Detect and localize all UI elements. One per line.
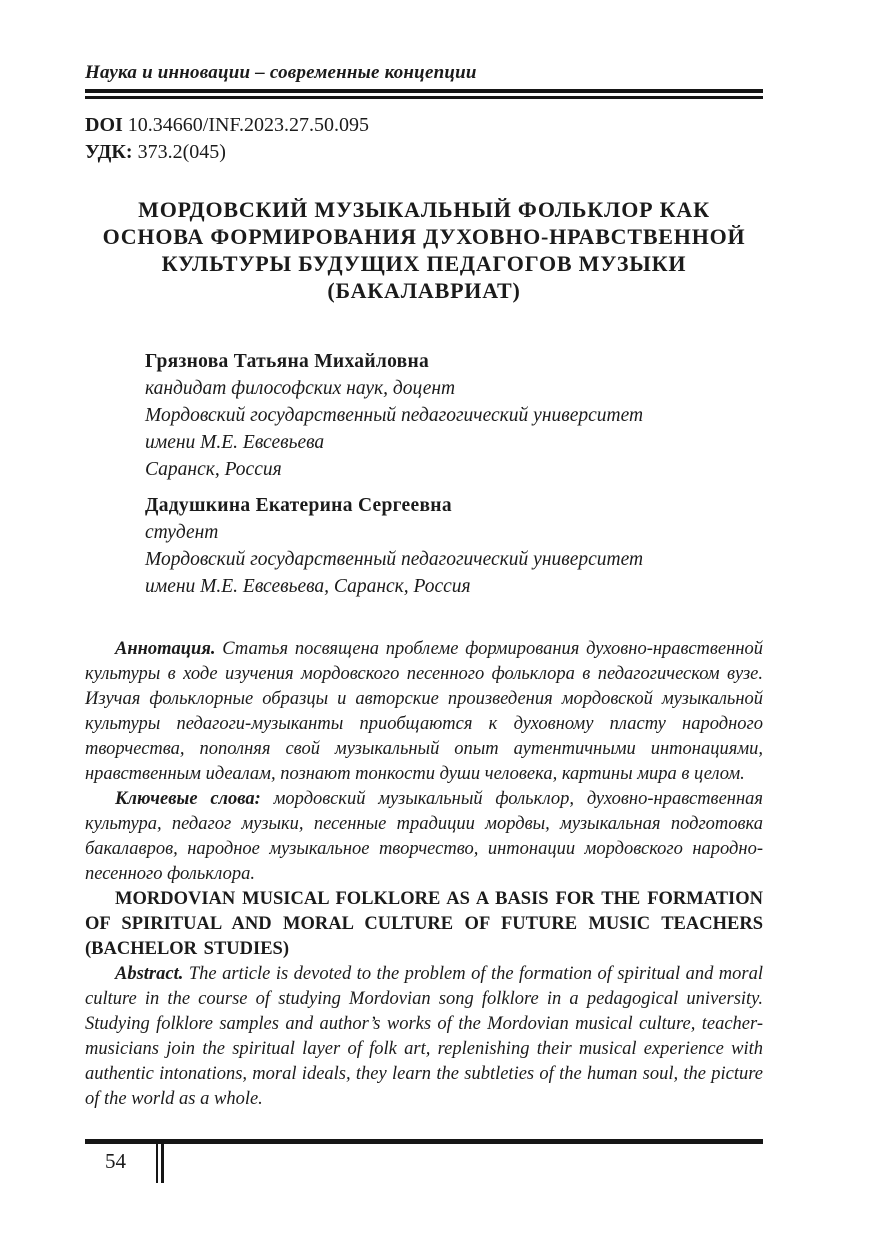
keywords-label: Ключевые слова: xyxy=(115,789,261,809)
udk-line xyxy=(85,139,763,166)
abstract-text: The article is devoted to the problem of the formation of spiritual and moral culture in the course of studying Mordovian song folklore in a pedagogical university. Studying folklore samples and author’s works of the Mordovian musical culture, teacher-musicians join the spiritual layer of folk art, replenishing their musical experience with authentic intonations, moral ideals, they learn the subtleties of the human soul, the picture of the world as a whole. xyxy=(85,964,763,1109)
author-location: Саранск, Россия xyxy=(145,459,282,480)
author-degree: студент xyxy=(145,522,219,543)
article-title-en: MORDOVIAN MUSICAL FOLKLORE AS A BASIS FOR THE FORMATION OF SPIRITUAL AND MORAL CULTURE OF FUTURE MUSIC TEACHERS (BACHELOR STUDIES) xyxy=(85,889,763,959)
abstract-paragraph xyxy=(85,962,763,1112)
keywords-text: мордовский музыкальный фольклор, духовно-нравственная культура, педагог музыки, песенные традиции мордвы, музыкальная подготовка бакалавров, народное музыкальное творчество, интонации мордовского народно-песенного фольклора. xyxy=(85,789,763,884)
abstract-label: Abstract. xyxy=(115,964,184,984)
udk-value: 373.2(045) xyxy=(137,141,226,163)
footer-rule xyxy=(85,1139,763,1144)
author-affiliation-line: Мордовский государственный педагогический университет xyxy=(145,549,644,570)
annotation-paragraph xyxy=(85,637,763,787)
author-name: Дадушкина Екатерина Сергеевна xyxy=(145,495,452,516)
author-location: имени М.Е. Евсевьева, Саранск, Россия xyxy=(145,576,471,597)
author-degree: кандидат философских наук, доцент xyxy=(145,378,456,399)
doi-line xyxy=(85,112,763,139)
running-head: Наука и инновации – современные концепции xyxy=(85,62,477,83)
article-title-ru: МОРДОВСКИЙ МУЗЫКАЛЬНЫЙ ФОЛЬКЛОР КАК ОСНОВА ФОРМИРОВАНИЯ ДУХОВНО-НРАВСТВЕННОЙ КУЛЬТУРЫ БУДУЩИХ ПЕДАГОГОВ МУЗЫКИ (БАКАЛАВРИАТ) xyxy=(102,197,746,303)
udk-label: УДК: xyxy=(85,141,133,163)
header-double-rule xyxy=(85,89,763,99)
keywords-paragraph xyxy=(85,787,763,887)
doi-value: 10.34660/INF.2023.27.50.095 xyxy=(127,114,369,136)
author-name: Грязнова Татьяна Михайловна xyxy=(145,351,430,372)
article-front-matter xyxy=(85,637,763,1112)
author-block xyxy=(145,492,763,600)
article-meta xyxy=(85,112,763,166)
author-affiliation-line: Мордовский государственный педагогический университет xyxy=(145,405,644,426)
footer-divider-bars xyxy=(156,1139,164,1183)
annotation-label: Аннотация. xyxy=(115,639,216,659)
author-block xyxy=(145,348,763,483)
authors-block xyxy=(145,348,763,600)
doi-label: DOI xyxy=(85,114,123,136)
annotation-text: Статья посвящена проблеме формирования духовно-нравственной культуры в ходе изучения мордовского песенного фольклора в педагогическом вузе. Изучая фольклорные образцы и авторские произведения мордовской музыкальной культуры педагоги-музыканты приобщаются к духовному пласту народного творчества, пополняя свой музыкальный опыт аутентичными интонациями, нравственным идеалам, познают тонкости души человека, картины мира в целом. xyxy=(85,639,763,784)
page-footer xyxy=(85,1139,763,1173)
page-number: 54 xyxy=(105,1149,126,1173)
author-affiliation-line: имени М.Е. Евсевьева xyxy=(145,432,325,453)
